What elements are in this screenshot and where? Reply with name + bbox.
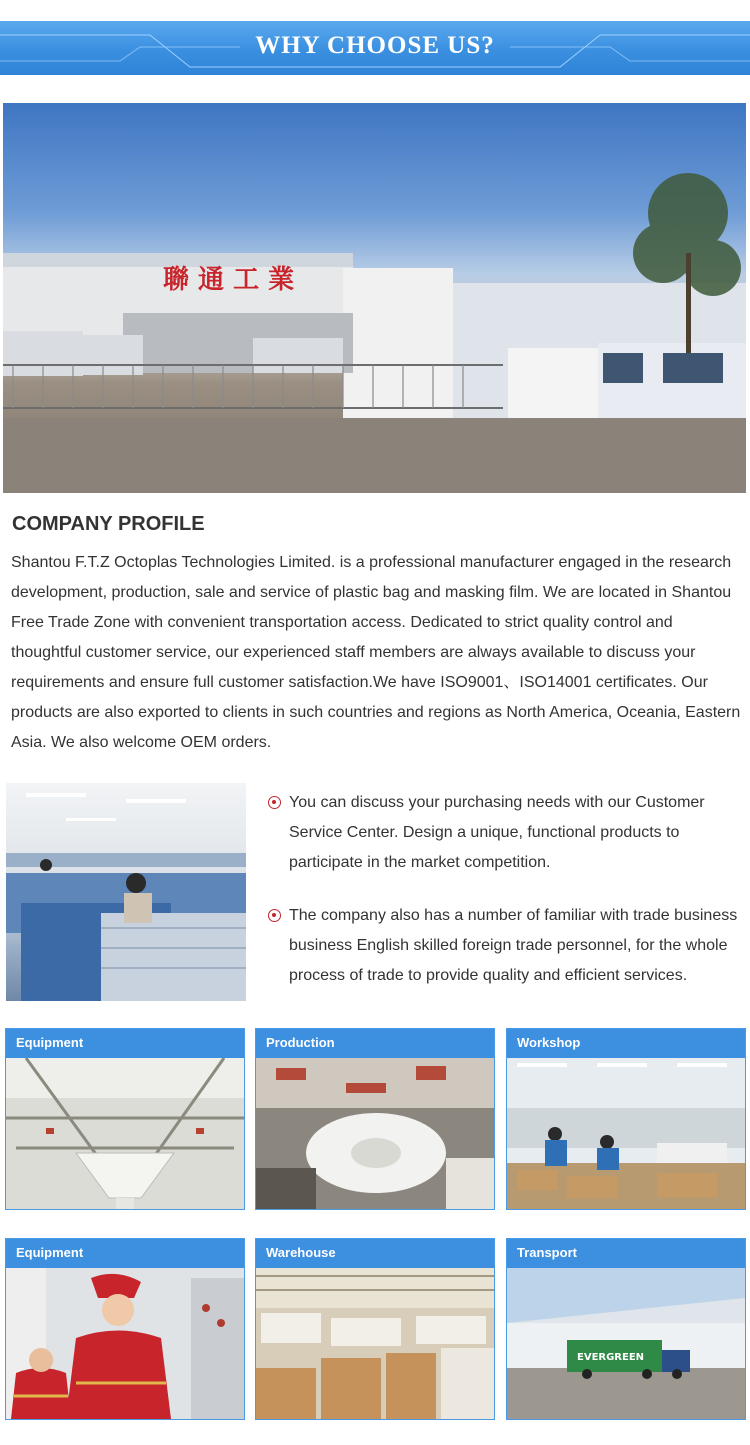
list-item [268,901,746,991]
svg-text:聯 通 工 業: 聯 通 工 業 [163,265,295,295]
tile-label: Production [256,1029,494,1058]
gallery-tile-equipment-2 [5,1238,245,1420]
office-photo [6,783,246,1001]
target-bullet-icon [268,909,281,922]
factory-photo [3,103,746,493]
company-profile-heading: COMPANY PROFILE [12,513,205,535]
gallery-tile-workshop [506,1028,746,1210]
target-bullet-icon [268,796,281,809]
gallery-tile-production [255,1028,495,1210]
tile-label: Equipment [6,1029,244,1058]
gallery-tile-equipment [5,1028,245,1210]
transport-photo [507,1268,745,1419]
list-item-text: You can discuss your purchasing needs with our Customer Service Center. Design a unique, functional products to participate in the market competition. [289,794,705,871]
list-item [268,788,746,878]
tile-label: Equipment [6,1239,244,1268]
tile-label: Warehouse [256,1239,494,1268]
list-item-text: The company also has a number of familiar with trade business business English skilled foreign trade personnel, for the whole process of trade to provide quality and efficient services. [289,907,738,984]
equipment-photo [6,1058,244,1209]
tile-label: Transport [507,1239,745,1268]
gallery-tile-warehouse [255,1238,495,1420]
tile-label: Workshop [507,1029,745,1058]
feature-list [268,788,746,1014]
gallery-tile-transport [506,1238,746,1420]
warehouse-photo [256,1268,494,1419]
svg-text:EVERGREEN: EVERGREEN [577,1352,645,1363]
equipment-operators-photo [6,1268,244,1419]
section-banner [0,21,750,75]
production-photo [256,1058,494,1209]
workshop-photo [507,1058,745,1209]
banner-title: WHY CHOOSE US? [255,32,495,59]
company-profile-text: Shantou F.T.Z Octoplas Technologies Limited. is a professional manufacturer engaged in the research development, production, sale and service of plastic bag and masking film. We are located in Shantou Free Trade Zone with convenient transportation access. Dedicated to strict quality control and thoughtful customer service, our experienced staff members are always available to discuss your requirements and ensure full customer satisfaction.We have ISO9001、ISO14001 certificates. Our products are also exported to clients in such countries and regions as North America, Oceania, Eastern Asia. We also welcome OEM orders. [11,554,741,751]
